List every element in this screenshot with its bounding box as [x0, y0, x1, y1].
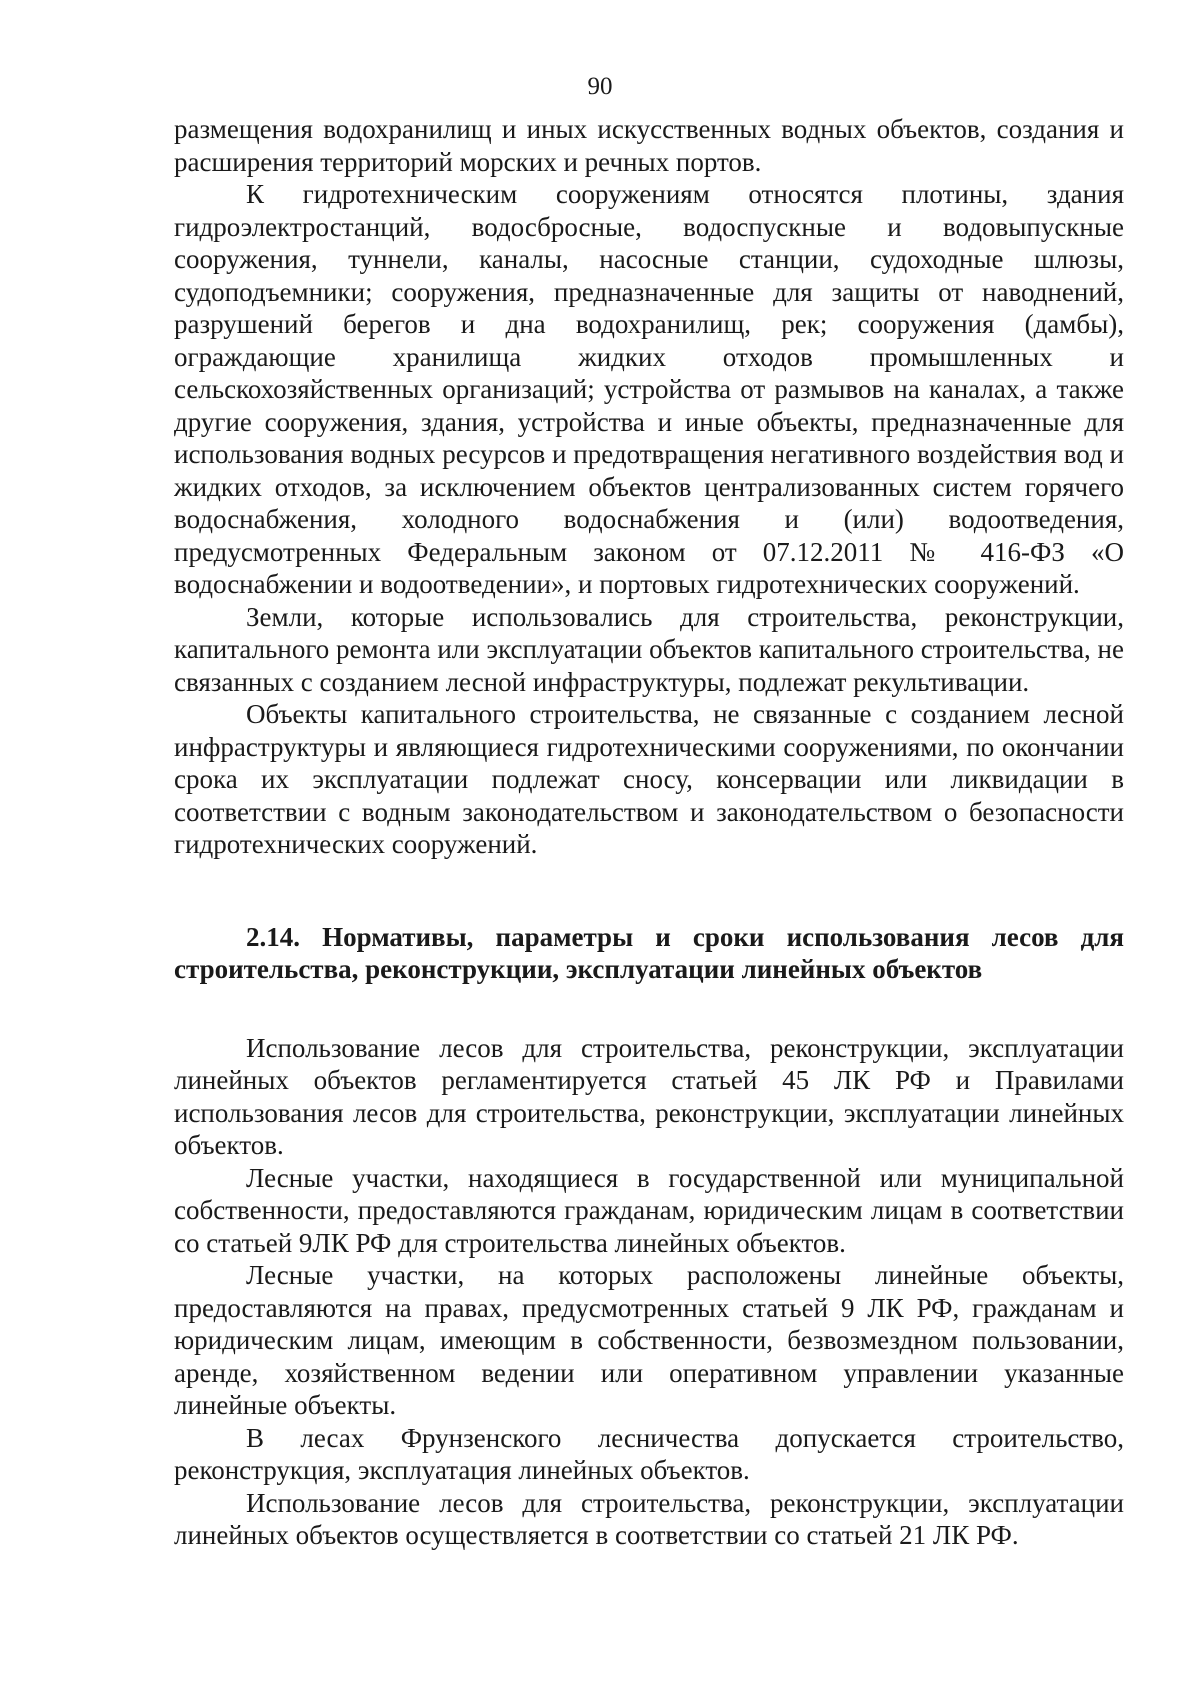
- section-heading: 2.14. Нормативы, параметры и сроки использования лесов для строительства, реконструкции, эксплуатации линейных объектов: [174, 921, 1124, 984]
- paragraph-demolition: Объекты капитального строительства, не связанные с созданием лесной инфраструктуры и являющиеся гидротехническими сооружениями, по окончании срока их эксплуатации подлежат сносу, консервации или ликвидации в соответствии с водным законодательством и законодательством о безопасности гидротехнических сооружений.: [174, 699, 1124, 859]
- paragraph-land-plots-provision: Лесные участки, находящиеся в государственной или муниципальной собственности, предоставляются гражданам, юридическим лицам в соответствии со статьей 9ЛК РФ для строительства линейных объектов.: [174, 1162, 1124, 1258]
- page-number: 90: [587, 73, 613, 100]
- paragraph-land-reclamation: Земли, которые использовались для строительства, реконструкции, капитального ремонта или эксплуатации объектов капитального строительства, не связанных с созданием лесной инфраструктуры, подлежат рекультивации.: [174, 601, 1124, 697]
- paragraph-frunze-forestry: В лесах Фрунзенского лесничества допускается строительство, реконструкция, эксплуатация линейных объектов.: [174, 1422, 1124, 1485]
- paragraph-continuation: размещения водохранилищ и иных искусственных водных объектов, создания и расширения территорий морских и речных портов.: [174, 114, 1124, 177]
- paragraph-hydraulic-structures: К гидротехническим сооружениям относятся плотины, здания гидроэлектростанций, водосбросные, водоспускные и водовыпускные сооружения, туннели, каналы, насосные станции, судоходные шлюзы, судоподъемники; сооружения, предназначенные для защиты от наводнений, разрушений берегов и дна водохранилищ, рек; сооружения (дамбы), ограждающие хранилища жидких отходов промышленных и сельскохозяйственных организаций; устройства от размывов на каналах, а также другие сооружения, здания, устройства и иные объекты, предназначенные для использования водных ресурсов и предотвращения негативного воздействия вод и жидких отходов, за исключением объектов централизованных систем горячего водоснабжения, холодного водоснабжения и (или) водоотведения, предусмотренных Федеральным законом от 07.12.2011 № 416-ФЗ «О водоснабжении и водоотведении», и портовых гидротехнических сооружений.: [174, 179, 1124, 599]
- paragraph-article-21: Использование лесов для строительства, реконструкции, эксплуатации линейных объектов осуществляется в соответствии со статьей 21 ЛК РФ.: [174, 1487, 1124, 1550]
- paragraph-regulation: Использование лесов для строительства, реконструкции, эксплуатации линейных объектов регламентируется статьей 45 ЛК РФ и Правилами использования лесов для строительства, реконструкции, эксплуатации линейных объектов.: [174, 1032, 1124, 1160]
- document-body: [174, 113, 1124, 1552]
- paragraph-land-plots-rights: Лесные участки, на которых расположены линейные объекты, предоставляются на правах, предусмотренных статьей 9 ЛК РФ, гражданам и юридическим лицам, имеющим в собственности, безвозмездном пользовании, аренде, хозяйственном ведении или оперативном управлении указанные линейные объекты.: [174, 1260, 1124, 1420]
